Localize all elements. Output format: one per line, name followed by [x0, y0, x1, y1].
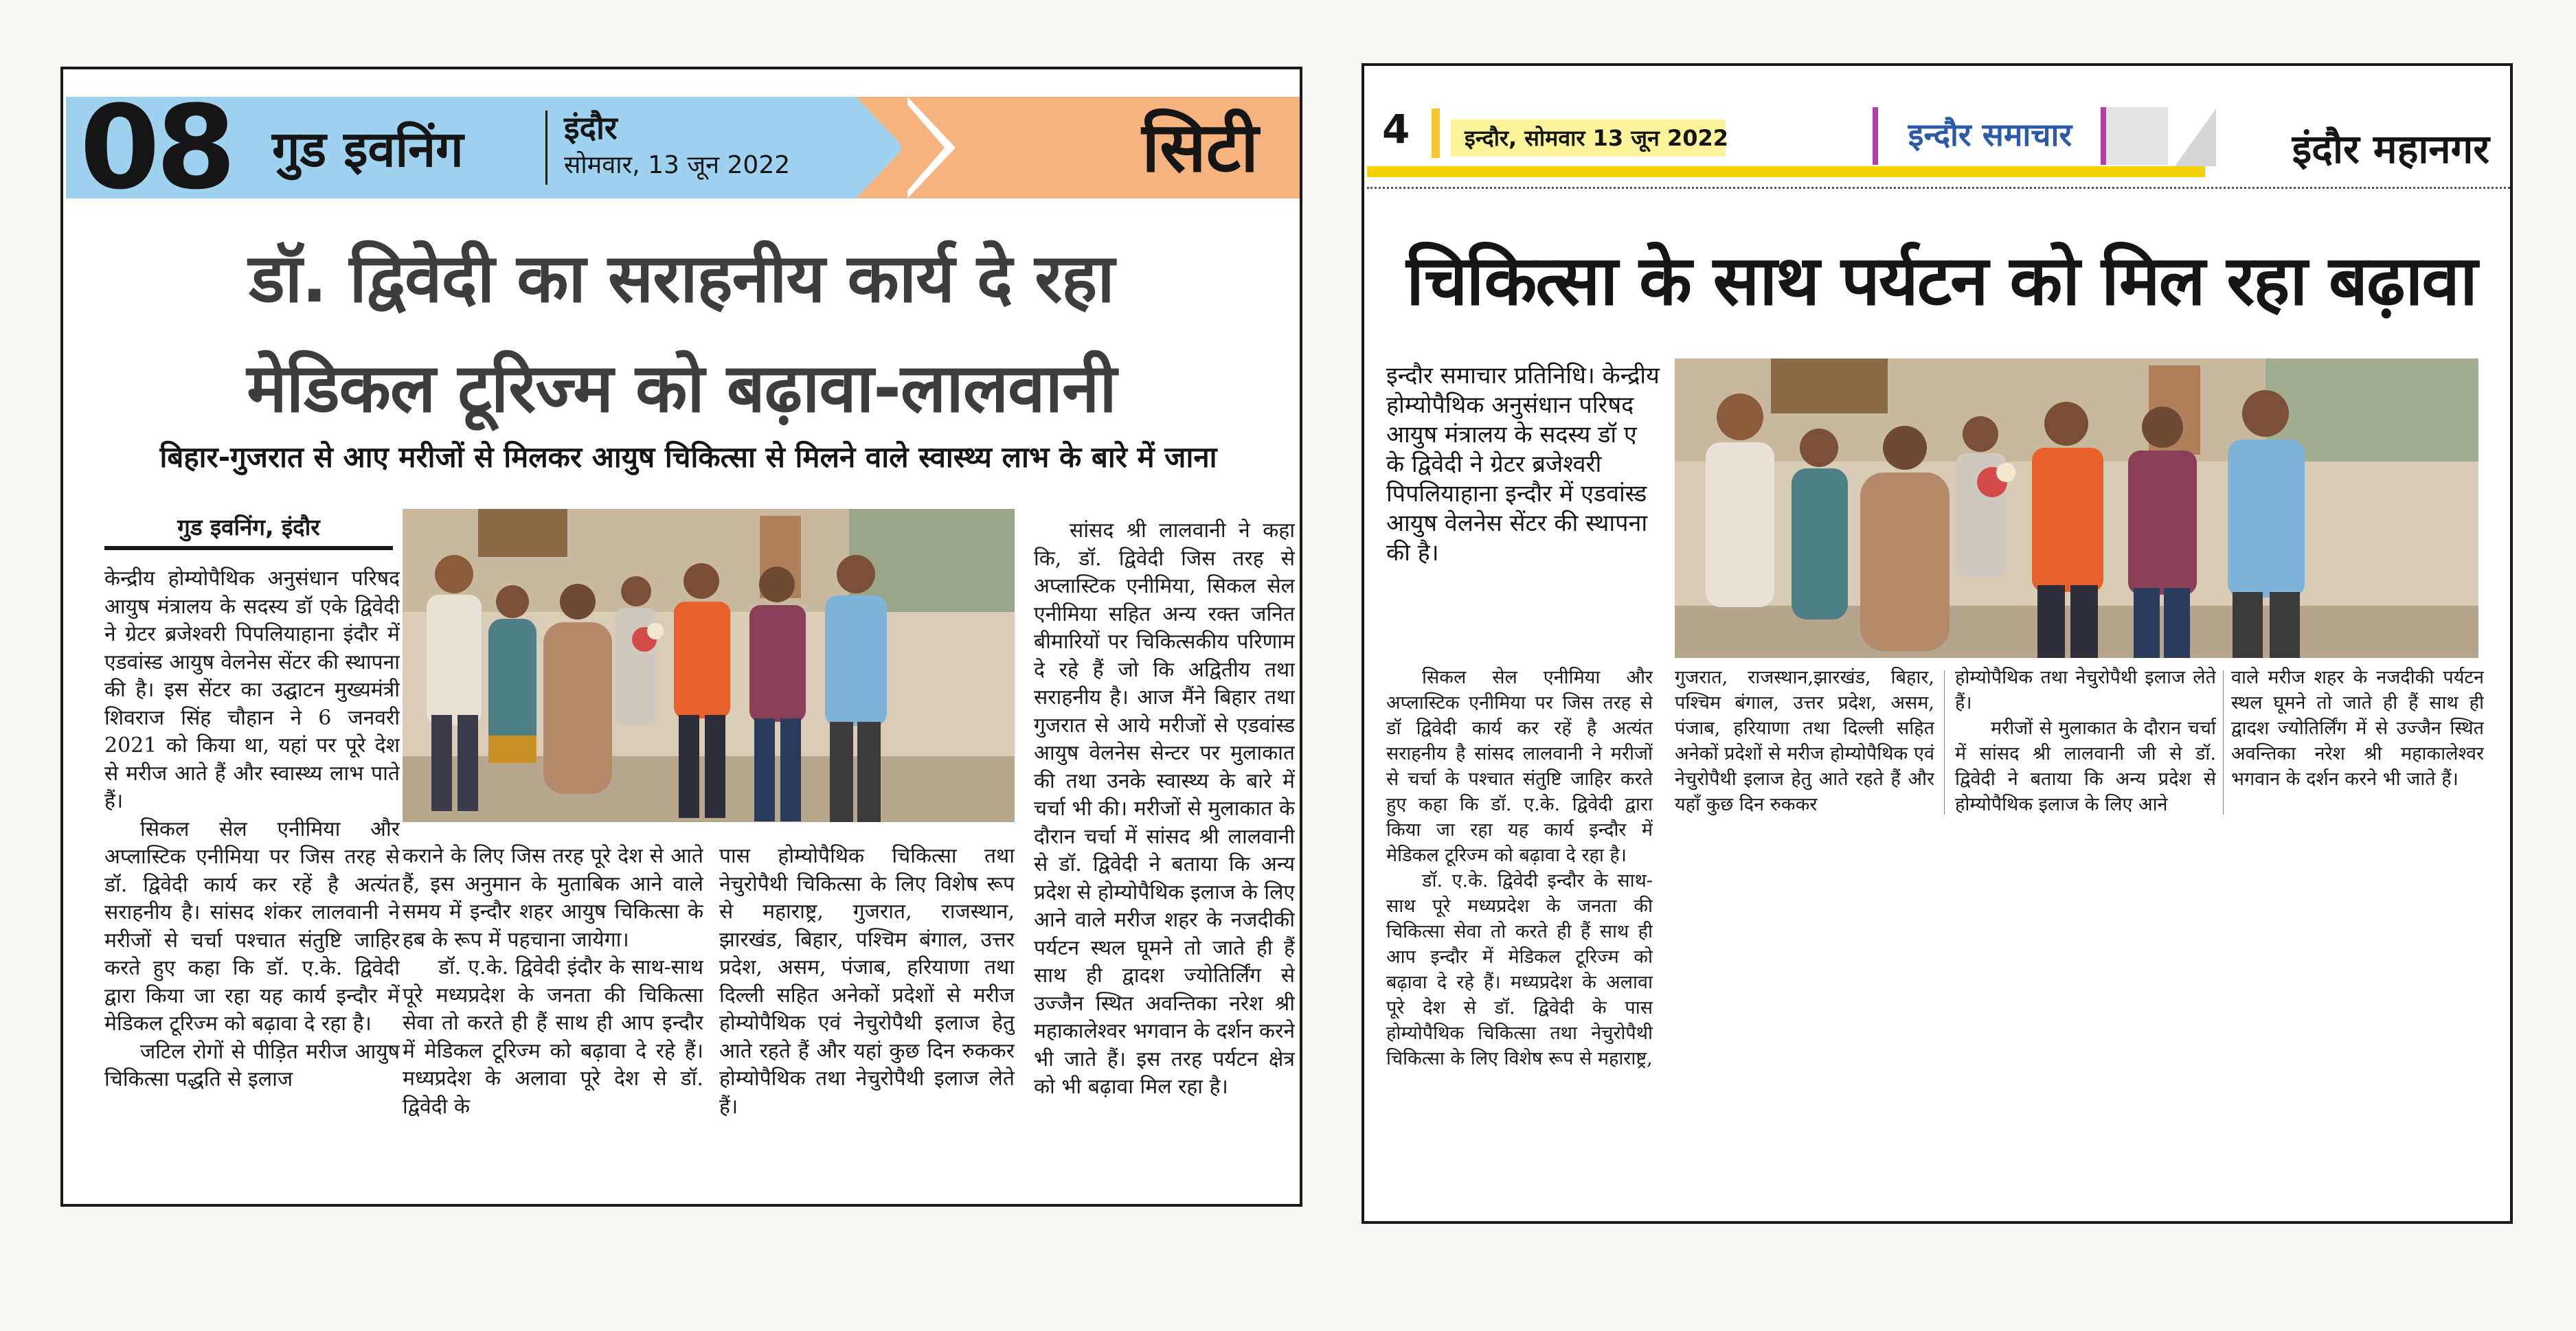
paragraph: होम्योपैथिक तथा नेचुरोपैथी इलाज लेते हैं।: [1955, 667, 2216, 714]
news-photo: [1675, 359, 2478, 658]
masthead-band: [66, 80, 1300, 215]
paragraph: जटिल रोगों से पीड़ित मरीज आयुष चिकित्सा पद्धति से इलाज: [104, 1039, 400, 1091]
paragraph: वाले मरीज शहर के नजदीकी पर्यटन स्थल घूमने तो जाते ही हैं साथ ही द्वादश ज्योतिर्लिंग में से उज्जैन स्थित अवन्तिका नरेश श्री महाकालेश्वर भगवान के दर्शन करने भी जाते हैं।: [2231, 667, 2484, 790]
article-column-4: [1034, 517, 1295, 1204]
byline: [104, 509, 393, 550]
section-title: इंदौर महानगर: [2292, 126, 2489, 172]
byline-text: गुड इवनिंग, इंदौर: [177, 514, 320, 541]
newspaper-masthead: गुड इवनिंग: [272, 120, 464, 178]
paragraph: केन्द्रीय होम्योपैथिक अनुसंधान परिषद आयुष मंत्रालय के सदस्य डॉ एके द्विवेदी ने ग्रेटर ब्रजेश्वरी पिपलियाहाना इंदौर में एडवांस्ड आयुष वेलनेस सेंटर की स्थापना की है। इस सेंटर का उद्घाटन मुख्यमंत्री शिवराज सिंह चौहान ने 6 जनवरी 2021 को किया था, यहां पर पूरे देश से मरीज आते हैं और स्वास्थ्य लाभ पाते हैं।: [104, 567, 400, 813]
subheadline: बिहार-गुजरात से आए मरीजों से मिलकर आयुष चिकित्सा से मिलने वाले स्वास्थ्य लाभ के बारे में जाना: [159, 440, 1217, 474]
masthead-shadow: [2106, 107, 2168, 165]
page-number: 4: [1382, 106, 1410, 152]
paragraph: गुजरात, राजस्थान,झारखंड, बिहार, पश्चिम बंगाल, उत्तर प्रदेश, असम, पंजाब, हरियाणा तथा दिल्ली सहित अनेकों प्रदेशों से मरीज होम्योपैथिक एवं नेचुरोपैथी इलाज हेतु आते रहते हैं और यहाँ कुछ दिन रुककर: [1675, 667, 1934, 815]
paragraph: सिकल सेल एनीमिया और अप्लास्टिक एनीमिया पर जिस तरह से डॉ. द्विवेदी कार्य कर रहें है अत्यंत सराहनीय है। सांसद शंकर लालवानी ने मरीजों से चर्चा पश्चात संतुष्टि जाहिर करते हुए कहा कि डॉ. ए.के. द्विवेदी द्वारा किया जा रहा यह कार्य इन्दौर में मेडिकल टूरिज्म को बढ़ावा दे रहा है।: [104, 817, 400, 1036]
chevron-arrow-icon: [901, 97, 945, 198]
headline-line-2: मेडिकल टूरिज्म को बढ़ावा-लालवानी: [247, 350, 1116, 428]
chevron-arrow-icon: [856, 97, 904, 198]
news-photo: [403, 509, 1015, 822]
paragraph: कराने के लिए जिस तरह पूरे देश से आते हैं, इस अनुमान के मुताबिक आने वाले समय में इन्दौर शहर आयुष चिकित्सा के हब के रूप में पहचाना जायेगा।: [403, 844, 703, 952]
headline: चिकित्सा के साथ पर्यटन को मिल रहा बढ़ावा: [1406, 240, 2476, 321]
paragraph: सिकल सेल एनीमिया और अप्लास्टिक एनीमिया पर जिस तरह से डॉ द्विवेदी कार्य कर रहें है अत्यंत सराहनीय है सांसद लालवानी ने मरीजों से चर्चा के पश्चात संतुष्टि जाहिर करते हुए कहा कि डॉ. ए.के. द्विवेदी द्वारा किया जा रहा यह कार्य इन्दौर में मेडिकल टूरिज्म को बढ़ावा दे रहा है।: [1386, 667, 1653, 866]
article-column-3: [1955, 665, 2216, 823]
article-column-1: [104, 565, 400, 1204]
edition-city: इंदौर: [564, 109, 618, 146]
group-photo-icon: [1675, 359, 2478, 658]
masthead-divider: [545, 111, 547, 185]
paragraph: मरीजों से मुलाकात के दौरान चर्चा में सांसद श्री लालवानी जी से डॉ. द्विवेदी ने बताया कि अन्य प्रदेश से होम्योपैथिक इलाज के लिए आने: [1955, 718, 2216, 815]
headline-line-1: डॉ. द्विवेदी का सराहनीय कार्य दे रहा: [249, 240, 1114, 318]
paragraph: सांसद श्री लालवानी ने कहा कि, डॉ. द्विवेदी जिस तरह से अप्लास्टिक एनीमिया, सिकल सेल एनीमिया सहित अन्य रक्त जनित बीमारियों पर चिकित्सकीय परिणाम दे रहे हैं जो कि अद्वितीय तथा सराहनीय है। आज मैंने बिहार तथा गुजरात से आये मरीजों से एडवांस्ड आयुष वेलनेस सेन्टर पर मुलाकात की तथा उनके स्वास्थ्य के बारे में चर्चा भी की। मरीजों से मुलाकात के दौरान चर्चा में सांसद श्री लालवानी से डॉ. द्विवेदी ने बताया कि अन्य प्रदेश से होम्योपैथिक इलाज के लिए आने वाले मरीज शहर के नजदीकी पर्यटन स्थल घूमने तो जाते ही हैं साथ ही द्वादश ज्योतिर्लिंग से उज्जैन स्थित अवन्तिका नरेश श्री महाकालेश्वर भगवान के दर्शन करने भी जाते हैं। इस तरह पर्यटन क्षेत्र को भी बढ़ावा मिल रहा है।: [1034, 519, 1295, 1099]
edition-date: इन्दौर, सोमवार 13 जून 2022: [1465, 125, 1729, 151]
newspaper-masthead: इन्दौर समाचार: [1908, 116, 2072, 153]
paragraph: डॉ. ए.के. द्विवेदी इंदौर के साथ-साथ पूरे मध्यप्रदेश के जनता की चिकित्सा सेवा तो करते ही हैं साथ ही आप इन्दौर में मेडिकल टूरिज्म को बढ़ावा दे रहे हैं। मध्यप्रदेश के अलावा पूरे देश से डॉ. द्विवेदी के: [403, 955, 703, 1119]
page-number: 08: [80, 80, 232, 215]
page-tab-marker: [1432, 109, 1440, 158]
article-column-3: [719, 843, 1015, 1204]
masthead-slant: [2175, 109, 2216, 166]
article-column-2: [1675, 665, 1934, 823]
newspaper-clip-indore-samachar: [1362, 63, 2513, 1224]
article-column-4: [2231, 665, 2484, 823]
dotted-divider: [1367, 187, 2510, 189]
column-rule: [1944, 670, 1945, 815]
article-column-2: [403, 843, 703, 1204]
newspaper-clip-good-evening: [60, 67, 1302, 1207]
paragraph: डॉ. ए.के. द्विवेदी इन्दौर के साथ-साथ पूरे मध्यप्रदेश के जनता की चिकित्सा सेवा तो करते ही हैं साथ ही आप इन्दौर में मेडिकल टूरिज्म को बढ़ावा दे रहे हैं। मध्यप्रदेश के अलावा पूरे देश से डॉ. द्विवेदी के पास होम्योपैथिक चिकित्सा तथा नेचुरोपैथी चिकित्सा के लिए विशेष रूप से महाराष्ट्र,: [1386, 870, 1653, 1069]
paragraph: पास होम्योपैथिक चिकित्सा तथा नेचुरोपैथी चिकित्सा के लिए विशेष रूप से महाराष्ट्र, गुजरात, राजस्थान, झारखंड, बिहार, पश्चिम बंगाल, उत्तर प्रदेश, असम, पंजाब, हरियाणा तथा दिल्ली सहित अनेकों प्रदेशों से मरीज होम्योपैथिक एवं नेचुरोपैथी इलाज हेतु आते रहते हैं और यहां कुछ दिन रुककर होम्योपैथिक तथा नेचुरोपैथी इलाज लेते हैं।: [719, 844, 1015, 1119]
article-column-1: [1386, 665, 1653, 1214]
group-photo-icon: [403, 509, 1015, 822]
column-rule: [2223, 670, 2224, 815]
edition-date: सोमवार, 13 जून 2022: [564, 151, 791, 179]
header-yellow-rule: [1367, 166, 2205, 177]
section-title: सिटी: [1142, 107, 1258, 187]
lede-paragraph: इन्दौर समाचार प्रतिनिधि। केन्द्रीय होम्योपैथिक अनुसंधान परिषद आयुष मंत्रालय के सदस्य डॉ ए के द्विवेदी ने ग्रेटर ब्रजेश्वरी पिपलियाहाना इन्दौर में एडवांस्ड आयुष वेलनेस सेंटर की स्थापना की है।: [1386, 362, 1660, 567]
